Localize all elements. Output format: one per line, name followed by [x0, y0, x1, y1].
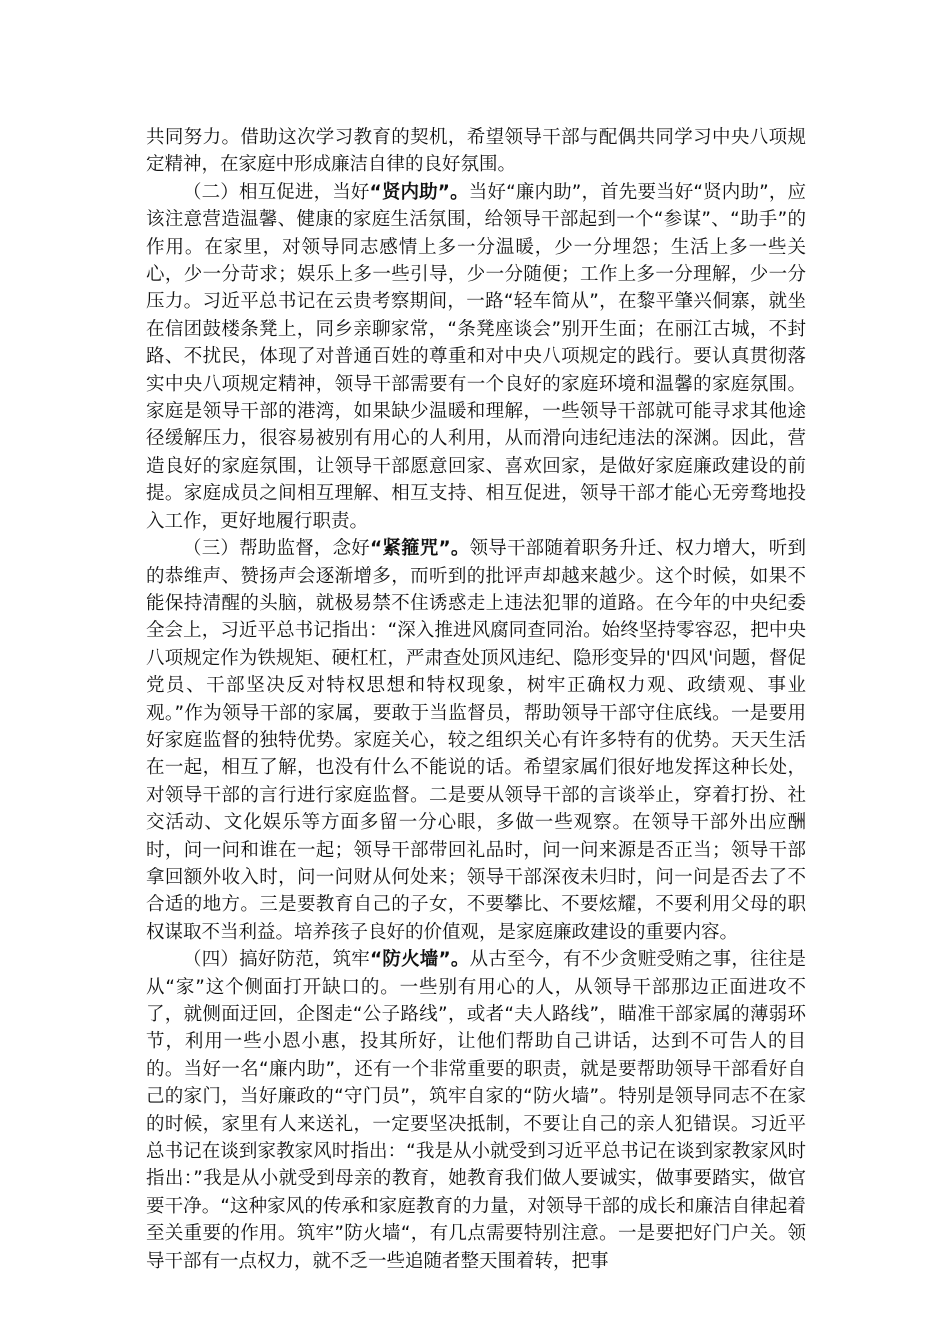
paragraph-section-2	[146, 179, 806, 535]
paragraph-intro-text: 共同努力。借助这次学习教育的契机，希望领导干部与配偶共同学习中央八项规定精神，在家庭中形成廉洁自律的良好氛围。	[146, 127, 806, 176]
section-2-body: 当好“廉内助”，首先要当好“贤内助”，应该注意营造温馨、健康的家庭生活氛围，给领导干部起到一个“参谋”、“助手”的作用。在家里，对领导同志感情上多一分温暖，少一分埋怨；生活上多一些关心，少一分苛求；娱乐上多一些引导，少一分随便；工作上多一分理解，少一分压力。习近平总书记在云贵考察期间，一路“轻车简从”，在黎平肇兴侗寨，就坐在信团鼓楼条凳上，同乡亲聊家常，“条凳座谈会”别开生面；在丽江古城，不封路、不扰民，体现了对普通百姓的尊重和对中央八项规定的践行。要认真贯彻落实中央八项规定精神，领导干部需要有一个良好的家庭环境和温馨的家庭氛围。家庭是领导干部的港湾，如果缺少温暖和理解，一些领导干部就可能寻求其他途径缓解压力，很容易被别有用心的人利用，从而滑向违纪违法的深渊。因此，营造良好的家庭氛围，让领导干部愿意回家、喜欢回家，是做好家庭廉政建设的前提。家庭成员之间相互理解、相互支持、相互促进，领导干部才能心无旁骛地投入工作，更好地履行职责。	[146, 181, 806, 532]
section-3-heading: “紧箍咒”。	[370, 538, 470, 560]
section-3-body: 领导干部随着职务升迁、权力增大，听到的恭维声、赞扬声会逐渐增多，而听到的批评声却越来越少。这个时候，如果不能保持清醒的头脑，就极易禁不住诱惑走上违法犯罪的道路。在今年的中央纪委全会上，习近平总书记指出：“深入推进风腐同查同治。始终坚持零容忍，把中央八项规定作为铁规矩、硬杠杠，严肃查处顶风违纪、隐形变异的'四风'问题，督促党员、干部坚决反对特权思想和特权现象，树牢正确权力观、政绩观、事业观。”作为领导干部的家属，要敢于当监督员，帮助领导干部守住底线。一是要用好家庭监督的独特优势。家庭关心，较之组织关心有许多特有的优势。天天生活在一起，相互了解，也没有什么不能说的话。希望家属们很好地发挥这种长处，对领导干部的言行进行家庭监督。二是要从领导干部的言谈举止，穿着打扮、社交活动、文化娱乐等方面多留一分心眼，多做一些观察。在领导干部外出应酬时，问一问和谁在一起；领导干部带回礼品时，问一问来源是否正当；领导干部拿回额外收入时，问一问财从何处来；领导干部深夜未归时，问一问是否去了不合适的地方。三是要教育自己的子女，不要攀比、不要炫耀，不要利用父母的职权谋取不当利益。培养孩子良好的价值观，是家庭廉政建设的重要内容。	[146, 538, 806, 943]
section-4-body: 从古至今，有不少贪赃受贿之事，往往是从“家”这个侧面打开缺口的。一些别有用心的人，从领导干部那边正面进攻不了，就侧面迂回，企图走“公子路线”，或者“夫人路线”，瞄准干部家属的薄弱环节，利用一些小恩小惠，投其所好，让他们帮助自己讲话，达到不可告人的目的。当好一名“廉内助”，还有一个非常重要的职责，就是要帮助领导干部看好自己的家门，当好廉政的“守门员”，筑牢自家的“防火墙”。特别是领导同志不在家的时候，家里有人来送礼，一定要坚决抵制，不要让自己的亲人犯错误。习近平总书记在谈到家教家风时指出：“我是从小就受到习近平总书记在谈到家教家风时指出：”我是从小就受到母亲的教育，她教育我们做人要诚实，做事要踏实，做官要干净。“这种家风的传承和家庭教育的力量，对领导干部的成长和廉洁自律起着至关重要的作用。筑牢”防火墙“，有几点需要特别注意。一是要把好门户关。领导干部有一点权力，就不乏一些追随者整天围着转，把事	[146, 949, 806, 1272]
section-2-label: （二）相互促进，当好	[183, 181, 370, 203]
paragraph-section-4	[146, 946, 806, 1275]
section-3-label: （三）帮助监督，念好	[183, 538, 371, 560]
paragraph-section-3	[146, 535, 806, 946]
paragraph-intro	[146, 124, 806, 179]
section-4-label: （四）搞好防范，筑牢	[183, 949, 371, 971]
document-body	[146, 124, 806, 1275]
section-2-heading: “贤内助”。	[369, 181, 469, 203]
section-4-heading: “防火墙”。	[370, 949, 470, 971]
